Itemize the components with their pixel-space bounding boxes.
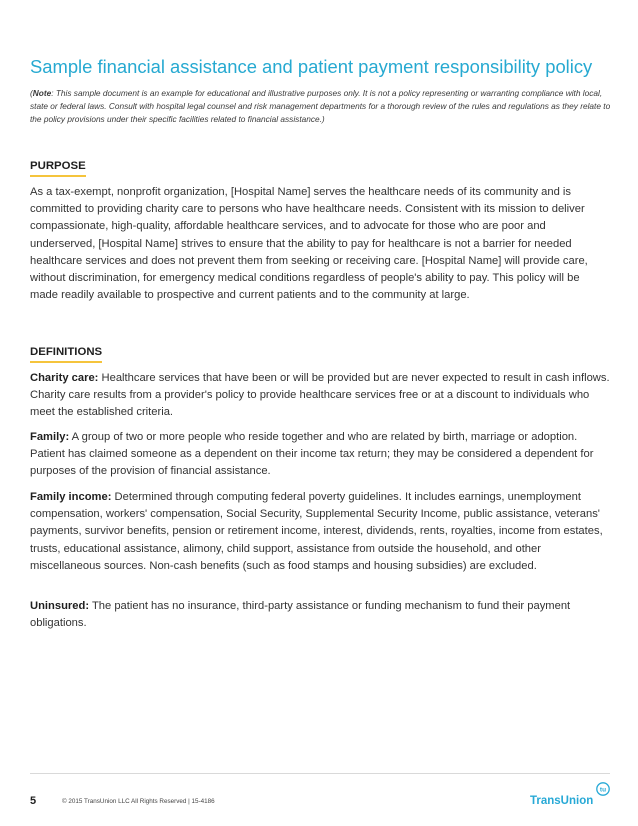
definition-text: A group of two or more people who reside together and who are related by birth, marriage or adoption. Patient has claimed someone as a dependent on their income tax return; they may be considered a dependent for purposes of the provision of financial assistance. — [30, 431, 594, 478]
transunion-logo-icon — [596, 782, 610, 796]
logo-wordmark: TransUnion — [530, 795, 594, 807]
definition-uninsured — [30, 598, 610, 632]
footer-divider — [30, 773, 610, 774]
note-label: Note — [32, 88, 52, 98]
definition-family-income — [30, 489, 610, 575]
note-open-paren: ( — [30, 88, 33, 98]
definitions-heading: DEFINITIONS — [30, 345, 102, 363]
purpose-paragraph: As a tax-exempt, nonprofit organization, [Hospital Name] serves the healthcare needs of its community and is committed to providing charity care to persons who have healthcare needs. Consistent with its mission to deliver compassionate, high-quality, affordable healthcare services, and to advocate for those who are poor and underserved, [Hospital Name] strives to ensure that the ability to pay for healthcare is not a barrier for needed healthcare services and does not prevent them from seeking or receiving care. [Hospital Name] will provide care, without discrimination, for emergency medical conditions regardless of people's ability to pay. This policy will be made readily available to prospective and current patients and to the community at large. — [30, 186, 588, 302]
definition-family — [30, 429, 610, 481]
definition-term: Family: — [30, 431, 70, 443]
transunion-logo — [530, 782, 620, 812]
logo-mark: tu — [599, 786, 607, 794]
definition-term: Charity care: — [30, 372, 99, 384]
definition-charity-care — [30, 370, 610, 422]
document-title: Sample financial assistance and patient payment responsibility policy — [30, 56, 593, 77]
definition-term: Uninsured: — [30, 600, 90, 612]
definition-text: The patient has no insurance, third-party assistance or funding mechanism to fund their payment obligations. — [30, 600, 571, 630]
definition-term: Family income: — [30, 491, 112, 503]
definition-text: Healthcare services that have been or will be provided but are never expected to result in cash inflows. Charity care results from a provider's policy to provide healthcare services free or at a discount to individuals who meet the established criteria. — [30, 372, 610, 419]
purpose-heading: PURPOSE — [30, 159, 86, 177]
page-number: 5 — [30, 795, 37, 807]
disclaimer-note — [30, 87, 615, 126]
note-text: : This sample document is an example for educational and illustrative purposes only. It is not a policy representing or warranting compliance with local, state or federal laws. Consult with hospital legal counsel and risk management departments for a thorough review of the rules and regulations as they relate to the policy provisions under their specific facilities related to financial assistance.) — [30, 88, 611, 124]
definition-text: Determined through computing federal poverty guidelines. It includes earnings, unemployment compensation, workers' compensation, Social Security, Supplemental Security Income, public assistance, veterans' payments, survivor benefits, pension or retirement income, interest, dividends, rents, royalties, income from estates, trusts, educational assistance, alimony, child support, assistance from outside the household, and other miscellaneous sources. Non-cash benefits (such as food stamps and housing subsidies) are excluded. — [30, 491, 603, 572]
copyright-notice: © 2015 TransUnion LLC All Rights Reserved | 15-4186 — [62, 798, 215, 805]
